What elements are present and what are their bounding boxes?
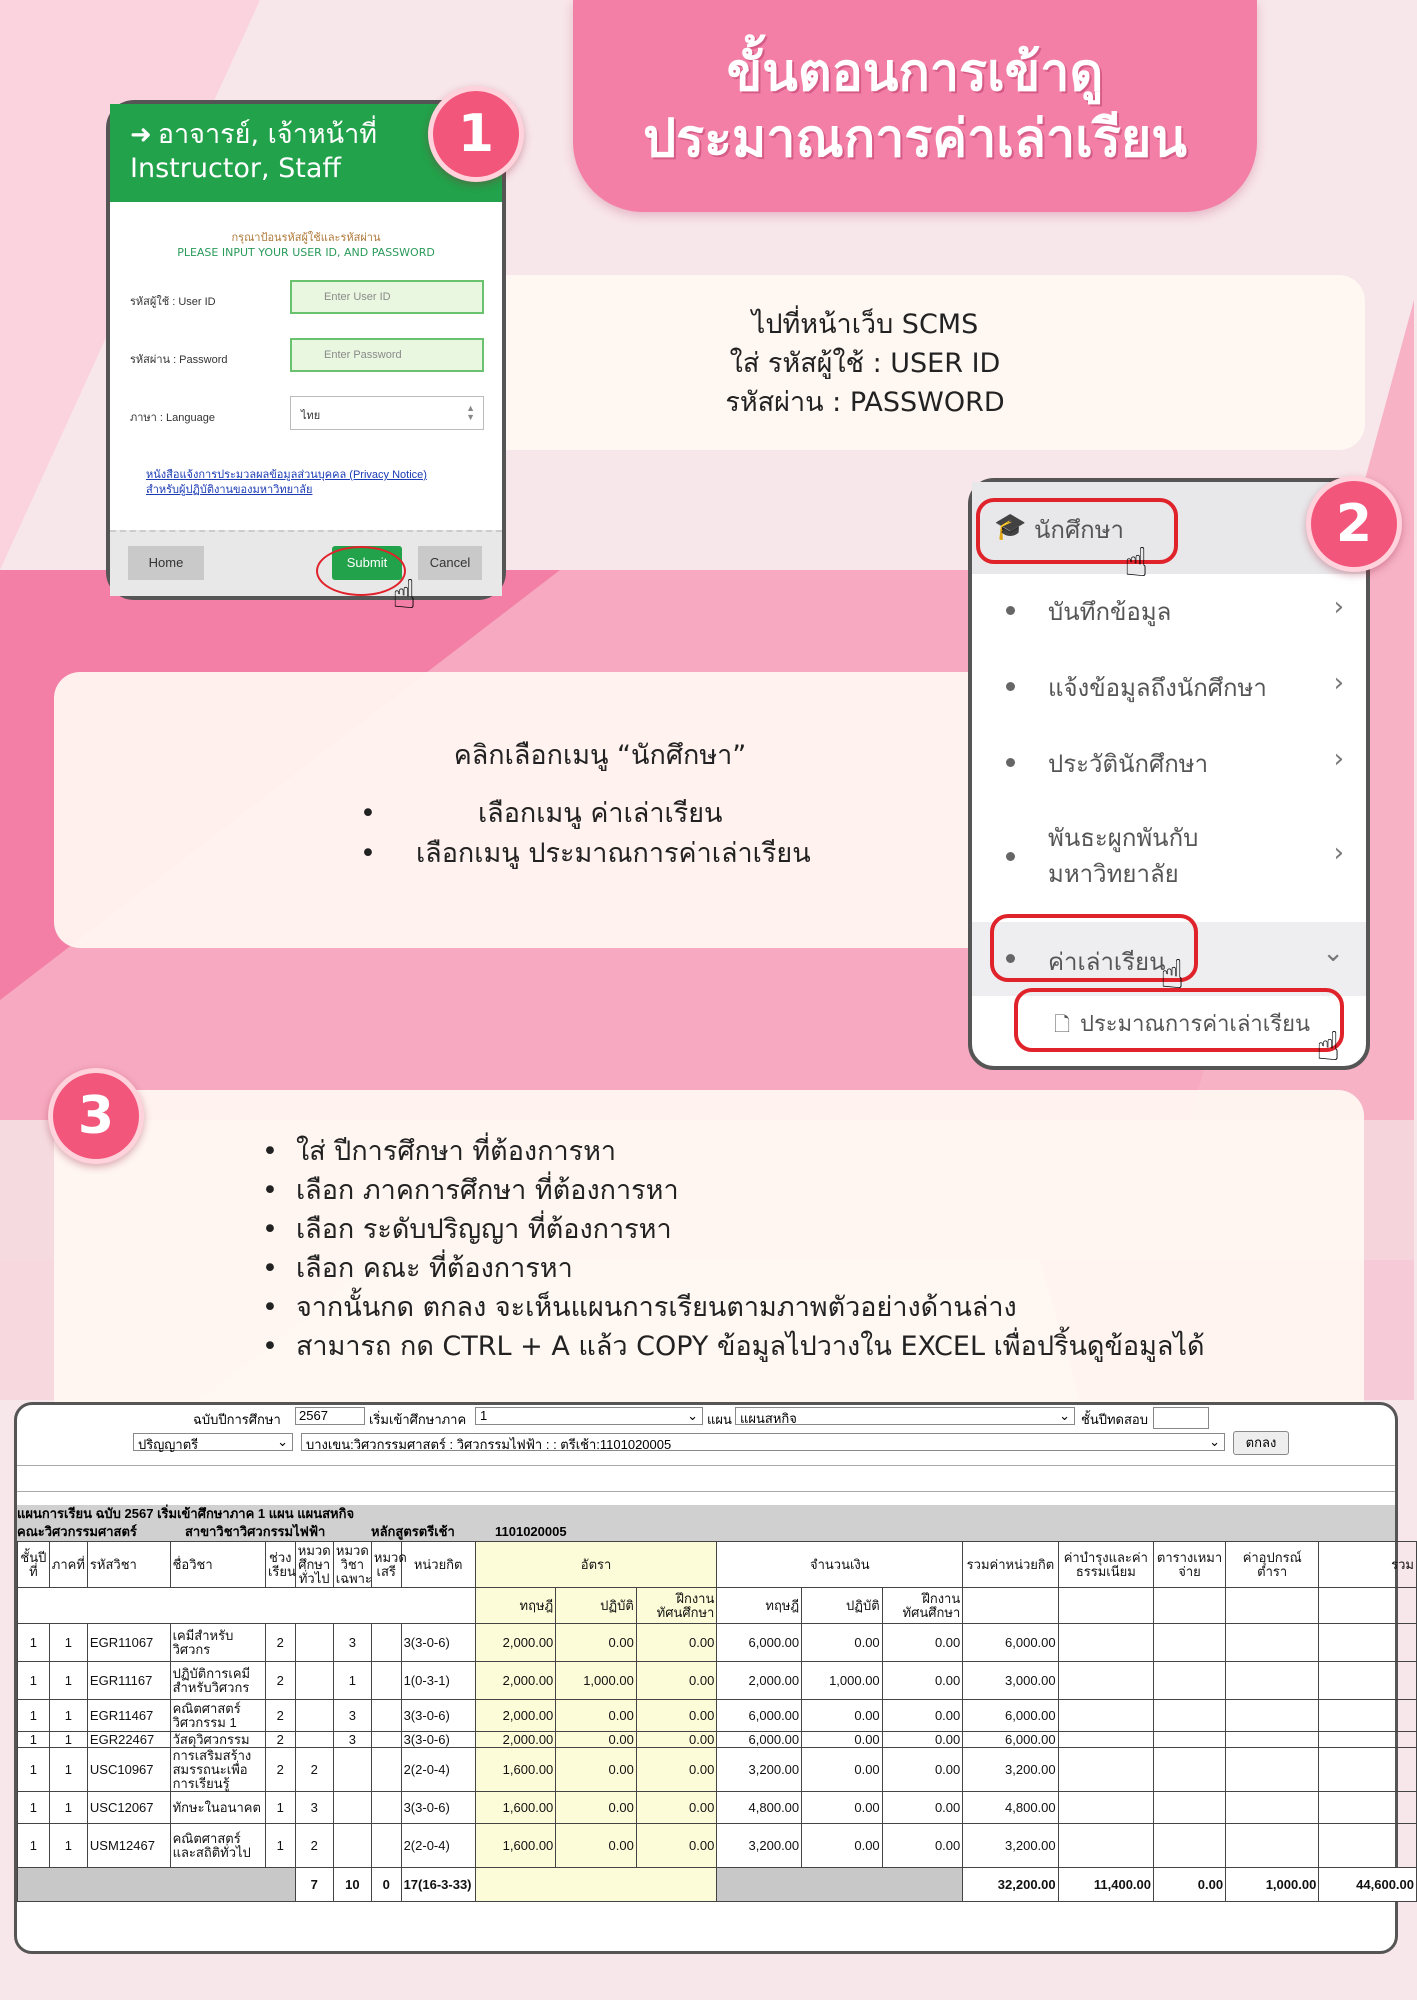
program-type: หลักสูตรตรีเช้า xyxy=(371,1524,455,1539)
step3-bullet-2: เลือก ภาคการศึกษา ที่ต้องการหา xyxy=(295,1175,679,1206)
menu-item-obligation-label-2: มหาวิทยาลัย xyxy=(1048,860,1179,888)
table-cell-empty xyxy=(1058,1792,1153,1824)
step1-line-2: ใส่ รหัสผู้ใช้ : USER ID xyxy=(729,348,1001,379)
table-cell: ทักษะในอนาคต xyxy=(170,1792,265,1824)
login-form-card xyxy=(106,100,506,600)
th-fees: ค่าบำรุงและค่าธรรมเนียม xyxy=(1058,1542,1153,1588)
language-value: ไทย xyxy=(301,410,321,422)
th-rate-practice: ปฏิบัติ xyxy=(556,1588,637,1624)
table-cell: 2(2-0-4) xyxy=(401,1824,475,1868)
th-course-name: ชื่อวิชา xyxy=(170,1542,265,1588)
table-cell: 1 xyxy=(265,1792,295,1824)
table-cell: 2 xyxy=(265,1748,295,1792)
table-cell: 1,600.00 xyxy=(475,1792,556,1824)
total-fees: 11,400.00 xyxy=(1058,1868,1153,1902)
plan-header xyxy=(17,1505,1395,1541)
step3-bullets: • ใส่ ปีการศึกษา ที่ต้องการหา • เลือก ภาคการศึกษา ที่ต้องการหา • เลือก ระดับปริญญา ที่ต้องการหา • เลือก คณะ ที่ต้องการหา • จากนั้นกด ตกลง จะเห็นแผนการเรียนตามภาพตัวอย่างด้านล่าง • สามารถ กด CTRL + A แล้ว COPY ข้อมูลไปวางใน EXCEL เพื่อปริ้นดูข้อมูลได้ xyxy=(262,1132,1205,1366)
table-cell: 4,800.00 xyxy=(717,1792,802,1824)
th-amount: จำนวนเงิน xyxy=(717,1542,963,1588)
table-cell: 2 xyxy=(295,1748,333,1792)
table-cell xyxy=(295,1662,333,1700)
step3-bullet-3: เลือก ระดับปริญญา ที่ต้องการหา xyxy=(295,1214,672,1245)
table-cell: 3 xyxy=(333,1624,371,1662)
table-cell xyxy=(295,1732,333,1748)
submit-button[interactable]: Submit xyxy=(332,546,402,580)
login-prompt xyxy=(110,230,502,260)
privacy-line-1: หนังสือแจ้งการประมวลผลข้อมูลส่วนบุคคล (Privacy Notice) xyxy=(146,469,427,481)
table-cell: เคมีสำหรับวิศวกร xyxy=(170,1624,265,1662)
menu-item-obligation-label-1: พันธะผูกพันกับ xyxy=(1048,824,1199,852)
table-cell: 1 xyxy=(18,1624,50,1662)
th-semester: ภาคที่ xyxy=(49,1542,87,1588)
table-cell: 3(3-0-6) xyxy=(401,1624,475,1662)
table-cell: 0.00 xyxy=(636,1824,717,1868)
table-cell-empty xyxy=(1154,1662,1226,1700)
total-credit-sum: 32,200.00 xyxy=(963,1868,1058,1902)
table-cell: 2,000.00 xyxy=(475,1624,556,1662)
language-label: ภาษา : Language xyxy=(130,412,215,424)
table-row xyxy=(18,1748,1417,1792)
table-cell: 1 xyxy=(333,1662,371,1700)
table-cell: 1 xyxy=(49,1700,87,1732)
step-1-badge: 1 xyxy=(428,86,524,182)
step2-bullet-1: เลือกเมนู ค่าเล่าเรียน xyxy=(477,798,723,829)
table-cell: 0.00 xyxy=(802,1824,883,1868)
table-cell: 0.00 xyxy=(556,1700,637,1732)
table-cell-empty xyxy=(1058,1748,1153,1792)
table-cell: 1 xyxy=(18,1748,50,1792)
table-cell: 3(3-0-6) xyxy=(401,1700,475,1732)
user-id-input[interactable] xyxy=(290,280,484,314)
menu-header-label: นักศึกษา xyxy=(1034,516,1124,544)
faculty-name: คณะวิศวกรรมศาสตร์ xyxy=(17,1524,137,1539)
th-total: รวม xyxy=(1319,1542,1417,1588)
table-cell-empty xyxy=(1226,1732,1319,1748)
step2-bullets: • เลือกเมนู ค่าเล่าเรียน • เลือกเมนู ประมาณการค่าเล่าเรียน xyxy=(360,794,811,874)
table-cell-empty xyxy=(1154,1748,1226,1792)
pointer-hand-icon: ☝ xyxy=(392,572,417,618)
table-cell: EGR22467 xyxy=(87,1732,170,1748)
th-period: ช่วงเรียน xyxy=(265,1542,295,1588)
login-role-th: อาจารย์, เจ้าหน้าที่ xyxy=(157,119,378,150)
table-cell xyxy=(333,1824,371,1868)
menu-item-record[interactable] xyxy=(972,592,1366,632)
total-free: 0 xyxy=(371,1868,401,1902)
table-cell: 1 xyxy=(49,1824,87,1868)
program-code: 1101020005 xyxy=(495,1524,567,1539)
table-cell: 0.00 xyxy=(636,1748,717,1792)
table-cell: 0.00 xyxy=(556,1624,637,1662)
password-input[interactable] xyxy=(290,338,484,372)
title-line-1: ขั้นตอนการเข้าดู xyxy=(726,43,1104,103)
table-cell: 3(3-0-6) xyxy=(401,1732,475,1748)
step-2-badge: 2 xyxy=(1306,476,1402,572)
table-row xyxy=(18,1792,1417,1824)
table-cell: 6,000.00 xyxy=(963,1624,1058,1662)
privacy-notice-link[interactable] xyxy=(146,468,466,498)
table-cell-empty xyxy=(1226,1824,1319,1868)
table-cell: 2,000.00 xyxy=(475,1700,556,1732)
table-row xyxy=(18,1662,1417,1700)
table-cell-empty xyxy=(1319,1824,1417,1868)
table-cell: 0.00 xyxy=(882,1732,963,1748)
table-cell: 1 xyxy=(49,1792,87,1824)
table-cell-empty xyxy=(1226,1662,1319,1700)
table-cell: 1 xyxy=(18,1792,50,1824)
table-cell: USM12467 xyxy=(87,1824,170,1868)
table-cell xyxy=(333,1748,371,1792)
language-select[interactable] xyxy=(290,396,484,430)
trial-year-input[interactable] xyxy=(1153,1407,1209,1429)
cancel-button[interactable]: Cancel xyxy=(418,546,482,580)
user-id-placeholder: Enter User ID xyxy=(324,291,391,303)
table-row xyxy=(18,1824,1417,1868)
submenu-tuition-estimate-label: ประมาณการค่าเล่าเรียน xyxy=(1080,1012,1311,1037)
step2-bullet-2: เลือกเมนู ประมาณการค่าเล่าเรียน xyxy=(415,838,811,869)
user-id-label: รหัสผู้ใช้ : User ID xyxy=(130,296,216,308)
table-cell: USC10967 xyxy=(87,1748,170,1792)
table-cell: 0.00 xyxy=(636,1624,717,1662)
th-lump-sum: ตารางเหมาจ่าย xyxy=(1154,1542,1226,1588)
degree-select[interactable] xyxy=(133,1433,293,1451)
privacy-line-2: สำหรับผู้ปฏิบัติงานของมหาวิทยาลัย xyxy=(146,484,313,496)
table-cell: 0.00 xyxy=(636,1662,717,1700)
password-label: รหัสผ่าน : Password xyxy=(130,354,228,366)
table-cell: 0.00 xyxy=(802,1624,883,1662)
table-cell: 0.00 xyxy=(556,1792,637,1824)
th-specific: หมวดวิชาเฉพาะ xyxy=(333,1542,371,1588)
table-cell: 2 xyxy=(295,1824,333,1868)
menu-item-record-label: บันทึกข้อมูล xyxy=(1048,598,1172,626)
menu-item-history-label: ประวัตินักศึกษา xyxy=(1048,750,1209,778)
table-cell xyxy=(295,1700,333,1732)
table-cell xyxy=(333,1792,371,1824)
table-cell xyxy=(371,1792,401,1824)
table-cell-empty xyxy=(1319,1662,1417,1700)
step3-bullet-5: จากนั้นกด ตกลง จะเห็นแผนการเรียนตามภาพตัวอย่างด้านล่าง xyxy=(295,1292,1017,1323)
table-cell: 3,000.00 xyxy=(963,1662,1058,1700)
chevron-down-icon: ⌄ xyxy=(277,1434,288,1449)
table-cell: 2,000.00 xyxy=(717,1662,802,1700)
th-course-code: รหัสวิชา xyxy=(87,1542,170,1588)
table-cell: 3(3-0-6) xyxy=(401,1792,475,1824)
table-cell: EGR11467 xyxy=(87,1700,170,1732)
table-cell: 0.00 xyxy=(882,1662,963,1700)
login-footer xyxy=(110,530,502,596)
pointer-hand-icon: ☝ xyxy=(1316,1024,1341,1070)
menu-item-tuition-label: ค่าเล่าเรียน xyxy=(1048,948,1166,976)
th-amount-theory: ทฤษฎี xyxy=(717,1588,802,1624)
table-cell: 6,000.00 xyxy=(717,1700,802,1732)
table-cell: 3,200.00 xyxy=(717,1748,802,1792)
ok-button[interactable]: ตกลง xyxy=(1233,1431,1289,1455)
menu-item-notify-label: แจ้งข้อมูลถึงนักศึกษา xyxy=(1048,674,1267,702)
table-cell-empty xyxy=(1154,1732,1226,1748)
table-cell-empty xyxy=(1226,1792,1319,1824)
table-cell xyxy=(371,1700,401,1732)
filter-form xyxy=(17,1405,1395,1465)
chevron-down-icon: ⌄ xyxy=(1322,938,1344,968)
table-cell: 2 xyxy=(265,1624,295,1662)
menu-item-notify[interactable] xyxy=(972,668,1366,708)
total-credits: 17(16-3-33) xyxy=(401,1868,475,1902)
table-cell: 1,600.00 xyxy=(475,1748,556,1792)
chevron-right-icon: › xyxy=(1333,838,1344,868)
year-label: ฉบับปีการศึกษา xyxy=(193,1412,281,1427)
step3-bullet-1: ใส่ ปีการศึกษา ที่ต้องการหา xyxy=(295,1136,617,1167)
table-cell: 1 xyxy=(49,1748,87,1792)
table-cell xyxy=(371,1662,401,1700)
table-cell xyxy=(371,1732,401,1748)
major-name: สาขาวิชาวิศวกรรมไฟฟ้า xyxy=(185,1524,326,1539)
table-cell-empty xyxy=(1319,1732,1417,1748)
table-cell: 6,000.00 xyxy=(963,1700,1058,1732)
title-line-2: ประมาณการค่าเล่าเรียน xyxy=(643,109,1187,169)
table-cell-empty xyxy=(1319,1624,1417,1662)
table-cell: ปฏิบัติการเคมีสำหรับวิศวกร xyxy=(170,1662,265,1700)
table-cell: 1 xyxy=(18,1732,50,1748)
table-cell: USC12067 xyxy=(87,1792,170,1824)
table-cell-empty xyxy=(1058,1732,1153,1748)
table-cell: EGR11167 xyxy=(87,1662,170,1700)
step2-instructions xyxy=(330,736,870,775)
home-button[interactable]: Home xyxy=(128,546,204,580)
semester-value: 1 xyxy=(480,1408,488,1423)
pointer-hand-icon: ☝ xyxy=(1124,540,1149,586)
chevron-down-icon: ⌄ xyxy=(1059,1408,1070,1423)
table-cell: 3,200.00 xyxy=(717,1824,802,1868)
table-cell-empty xyxy=(1154,1624,1226,1662)
table-cell: 2 xyxy=(265,1732,295,1748)
table-cell: 3 xyxy=(295,1792,333,1824)
menu-item-history[interactable] xyxy=(972,744,1366,784)
table-cell: การเสริมสร้างสมรรถนะเพื่อการเรียนรู้ xyxy=(170,1748,265,1792)
table-cell-empty xyxy=(1058,1824,1153,1868)
table-cell: 1 xyxy=(265,1824,295,1868)
table-cell: 0.00 xyxy=(882,1824,963,1868)
table-cell-empty xyxy=(1154,1824,1226,1868)
pointer-hand-icon: ☝ xyxy=(1160,952,1185,998)
table-cell: 0.00 xyxy=(636,1792,717,1824)
trial-year-label: ชั้นปีทดสอบ xyxy=(1081,1412,1148,1427)
table-cell: 2 xyxy=(265,1700,295,1732)
table-cell: 3 xyxy=(333,1732,371,1748)
table-cell: 0.00 xyxy=(802,1792,883,1824)
tuition-estimate-screen xyxy=(14,1402,1414,1954)
table-cell: 2 xyxy=(265,1662,295,1700)
table-cell: 2(2-0-4) xyxy=(401,1748,475,1792)
table-row xyxy=(18,1700,1417,1732)
step1-line-1: ไปที่หน้าเว็บ SCMS xyxy=(751,309,979,340)
table-cell: 2,000.00 xyxy=(475,1662,556,1700)
table-cell: 0.00 xyxy=(556,1824,637,1868)
table-cell: คณิตศาสตร์และสถิติทั่วไป xyxy=(170,1824,265,1868)
th-rate: อัตรา xyxy=(475,1542,717,1588)
table-cell: 3 xyxy=(333,1700,371,1732)
chevron-right-icon: › xyxy=(1333,744,1344,774)
table-cell: 0.00 xyxy=(802,1700,883,1732)
table-cell-empty xyxy=(1058,1662,1153,1700)
table-cell: 6,000.00 xyxy=(717,1624,802,1662)
document-icon: 🗋 xyxy=(1054,1012,1071,1036)
password-placeholder: Enter Password xyxy=(324,349,402,361)
total-specific: 10 xyxy=(333,1868,371,1902)
login-prompt-th: กรุณาป้อนรหัสผู้ใช้และรหัสผ่าน xyxy=(231,231,381,244)
degree-value: ปริญญาตรี xyxy=(138,1437,199,1452)
total-books: 1,000.00 xyxy=(1226,1868,1319,1902)
step2-line-1: คลิกเลือกเมนู “นักศึกษา” xyxy=(453,740,747,771)
table-cell: 1 xyxy=(49,1662,87,1700)
step3-bullet-6: สามารถ กด CTRL + A แล้ว COPY ข้อมูลไปวางใน EXCEL เพื่อปริ้นดูข้อมูลได้ xyxy=(295,1331,1205,1362)
tuition-table xyxy=(17,1541,1417,1902)
login-role-en: Instructor, Staff xyxy=(130,153,342,184)
sign-in-icon: ➜ xyxy=(130,120,152,150)
table-cell-empty xyxy=(1058,1700,1153,1732)
th-rate-field: ฝึกงานทัศนศึกษา xyxy=(636,1588,717,1624)
totals-row xyxy=(18,1868,1417,1902)
th-free: หมวดเสรี xyxy=(371,1542,401,1588)
table-cell: 0.00 xyxy=(556,1732,637,1748)
th-books: ค่าอุปกรณ์ตำรา xyxy=(1226,1542,1319,1588)
table-cell-empty xyxy=(1154,1792,1226,1824)
plan-select[interactable] xyxy=(735,1407,1075,1425)
table-cell: 6,000.00 xyxy=(963,1732,1058,1748)
year-value: 2567 xyxy=(299,1408,328,1423)
chevron-down-icon: ⌄ xyxy=(687,1408,698,1423)
table-cell: 3,200.00 xyxy=(963,1824,1058,1868)
table-cell-empty xyxy=(1226,1700,1319,1732)
plan-label: แผน xyxy=(707,1412,732,1427)
program-value: บางเขน:วิศวกรรมศาสตร์ : วิศวกรรมไฟฟ้า : : ตรีเช้า:1101020005 xyxy=(306,1437,672,1452)
table-cell: 0.00 xyxy=(882,1792,963,1824)
page-title xyxy=(573,0,1257,212)
th-year: ชั้นปีที่ xyxy=(18,1542,50,1588)
table-cell-empty xyxy=(1226,1748,1319,1792)
table-cell: 1 xyxy=(18,1662,50,1700)
plan-value: แผนสหกิจ xyxy=(740,1411,797,1426)
table-cell xyxy=(295,1624,333,1662)
table-cell: EGR11067 xyxy=(87,1624,170,1662)
semester-select[interactable] xyxy=(475,1407,703,1425)
spinner-icon: ▲ ▼ xyxy=(466,403,475,422)
chevron-down-icon: ⌄ xyxy=(1209,1434,1220,1449)
table-cell: 0.00 xyxy=(882,1624,963,1662)
th-rate-theory: ทฤษฎี xyxy=(475,1588,556,1624)
year-input[interactable] xyxy=(295,1407,365,1425)
table-cell: 0.00 xyxy=(556,1748,637,1792)
table-cell-empty xyxy=(1058,1624,1153,1662)
th-amount-field: ฝึกงานทัศนศึกษา xyxy=(882,1588,963,1624)
step1-instructions xyxy=(560,305,1170,422)
total-grand: 44,600.00 xyxy=(1319,1868,1417,1902)
graduate-cap-icon: 🎓 xyxy=(994,512,1027,542)
table-cell-empty xyxy=(1319,1700,1417,1732)
table-cell: 1 xyxy=(49,1624,87,1662)
step1-line-3: รหัสผ่าน : PASSWORD xyxy=(725,387,1005,418)
total-lump-sum: 0.00 xyxy=(1154,1868,1226,1902)
plan-header-line-1: แผนการเรียน ฉบับ 2567 เริ่มเข้าศึกษาภาค 1 แผน แผนสหกิจ xyxy=(17,1506,355,1521)
table-cell xyxy=(371,1624,401,1662)
chevron-right-icon: › xyxy=(1333,668,1344,698)
table-cell xyxy=(371,1748,401,1792)
th-credit-total: รวมค่าหน่วยกิต xyxy=(963,1542,1058,1588)
table-cell: คณิตศาสตร์วิศวกรรม 1 xyxy=(170,1700,265,1732)
semester-label: เริ่มเข้าศึกษาภาค xyxy=(369,1412,467,1427)
total-general: 7 xyxy=(295,1868,333,1902)
table-cell: 2,000.00 xyxy=(475,1732,556,1748)
table-row xyxy=(18,1624,1417,1662)
th-credits: หน่วยกิต xyxy=(401,1542,475,1588)
table-cell: 0.00 xyxy=(802,1748,883,1792)
table-cell-empty xyxy=(1319,1748,1417,1792)
table-cell: 1 xyxy=(49,1732,87,1748)
table-cell-empty xyxy=(1319,1792,1417,1824)
table-cell: 0.00 xyxy=(802,1732,883,1748)
step-3-badge: 3 xyxy=(48,1068,144,1164)
table-cell: 6,000.00 xyxy=(717,1732,802,1748)
chevron-right-icon: › xyxy=(1333,592,1344,622)
program-select[interactable] xyxy=(301,1433,1225,1451)
table-cell: 1 xyxy=(18,1700,50,1732)
table-cell: วัสดุวิศวกรรม xyxy=(170,1732,265,1748)
table-cell: 1(0-3-1) xyxy=(401,1662,475,1700)
table-row xyxy=(18,1732,1417,1748)
table-cell: 4,800.00 xyxy=(963,1792,1058,1824)
table-cell: 1,600.00 xyxy=(475,1824,556,1868)
table-cell: 0.00 xyxy=(636,1732,717,1748)
login-prompt-en: PLEASE INPUT YOUR USER ID, AND PASSWORD xyxy=(177,246,435,259)
table-cell: 1 xyxy=(18,1824,50,1868)
menu-item-obligation[interactable] xyxy=(972,820,1366,900)
table-cell: 0.00 xyxy=(882,1748,963,1792)
table-cell: 3,200.00 xyxy=(963,1748,1058,1792)
table-cell: 0.00 xyxy=(636,1700,717,1732)
table-cell xyxy=(371,1824,401,1868)
table-cell-empty xyxy=(1226,1624,1319,1662)
table-cell: 0.00 xyxy=(882,1700,963,1732)
table-cell-empty xyxy=(1154,1700,1226,1732)
table-cell: 1,000.00 xyxy=(802,1662,883,1700)
th-amount-practice: ปฏิบัติ xyxy=(802,1588,883,1624)
step3-bullet-4: เลือก คณะ ที่ต้องการหา xyxy=(295,1253,573,1284)
table-cell: 1,000.00 xyxy=(556,1662,637,1700)
th-general: หมวดศึกษาทั่วไป xyxy=(295,1542,333,1588)
